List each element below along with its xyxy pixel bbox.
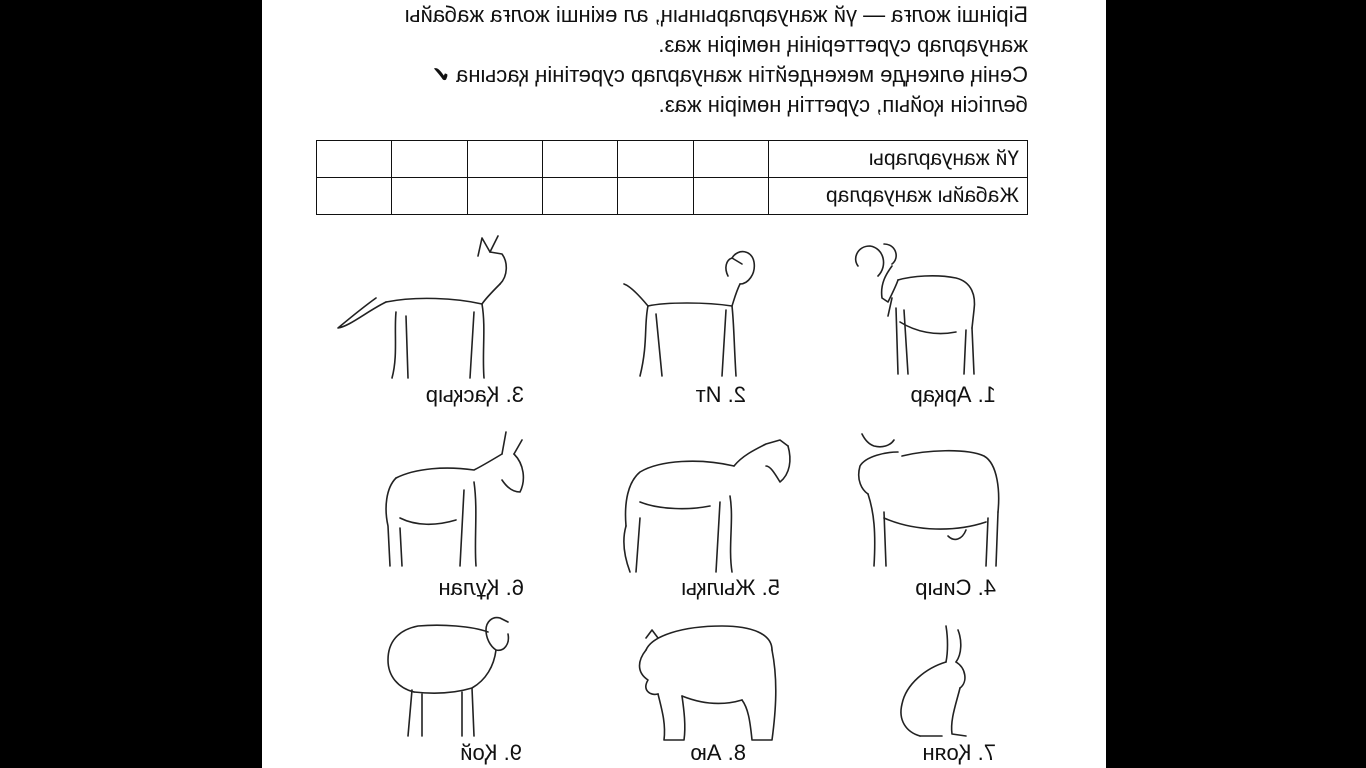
wild-row — [317, 178, 1028, 215]
instruction-line-3 — [308, 60, 1028, 90]
answer-cell[interactable] — [317, 141, 392, 178]
animal-card-horse — [610, 436, 800, 576]
instruction-line-2: жануарлар суреттерінің нөмірін жаз. — [658, 32, 1028, 57]
worksheet-page — [262, 0, 1106, 768]
animal-caption: 4. Сиыр — [915, 575, 996, 600]
answer-cell[interactable] — [317, 178, 392, 215]
answer-cell[interactable] — [392, 141, 467, 178]
checkmark-icon: ✔ — [431, 62, 451, 87]
animal-card-sheep-main — [382, 612, 522, 742]
hare-icon — [886, 624, 986, 740]
instruction-line-3-text: Сенің өлкеңде мекендейтін жануарлар суретінің қасына — [456, 62, 1028, 87]
animal-card-dog — [616, 244, 766, 380]
animal-caption: 5. Жылқы — [681, 575, 780, 600]
animal-caption: 7. Қоян — [922, 740, 996, 765]
sheep-icon — [382, 612, 522, 742]
animal-card-donkey — [376, 430, 536, 570]
wolf-icon — [336, 232, 526, 382]
animal-card-hare — [886, 624, 986, 740]
answer-cell[interactable] — [693, 178, 768, 215]
animal-card-cow — [836, 432, 1006, 572]
cow-icon — [836, 432, 1006, 572]
animal-caption: 1. Арқар — [910, 382, 996, 407]
answer-cell[interactable] — [543, 141, 618, 178]
wild-label: Жабайы жануарлар — [769, 178, 1028, 215]
animal-caption: 9. Қой — [460, 740, 522, 765]
worksheet-content — [262, 0, 1106, 768]
animal-card-sheep — [775, 614, 776, 615]
answer-cell[interactable] — [392, 178, 467, 215]
answer-cell[interactable] — [467, 178, 542, 215]
answer-cell[interactable] — [543, 178, 618, 215]
answer-cell[interactable] — [618, 141, 693, 178]
argali-icon — [846, 236, 996, 380]
answer-cell[interactable] — [618, 178, 693, 215]
donkey-icon — [376, 430, 536, 570]
domestic-row — [317, 141, 1028, 178]
animal-card-argali — [846, 236, 996, 380]
animal-caption: 3. Қасқыр — [425, 382, 524, 407]
instruction-line-1: Бірінші жолға — үй жануарларының, ал екінші жолға жабайы — [404, 2, 1028, 27]
answer-table — [316, 140, 1028, 215]
instruction-line-4: белгісін қойып, суреттің нөмірін жаз. — [658, 92, 1028, 117]
spacer — [775, 614, 776, 615]
animal-caption: 6. Құлан — [438, 575, 524, 600]
domestic-label: Үй жануарлары — [769, 141, 1028, 178]
horse-icon — [610, 436, 800, 576]
answer-cell[interactable] — [467, 141, 542, 178]
instructions — [308, 0, 1028, 120]
animal-card-bear — [632, 620, 782, 744]
dog-icon — [616, 244, 766, 380]
answer-cell[interactable] — [693, 141, 768, 178]
animal-caption: 8. Аю — [690, 740, 746, 765]
animal-caption: 2. Ит — [695, 382, 746, 407]
bear-icon — [632, 620, 782, 744]
animal-card-wolf — [336, 232, 526, 382]
